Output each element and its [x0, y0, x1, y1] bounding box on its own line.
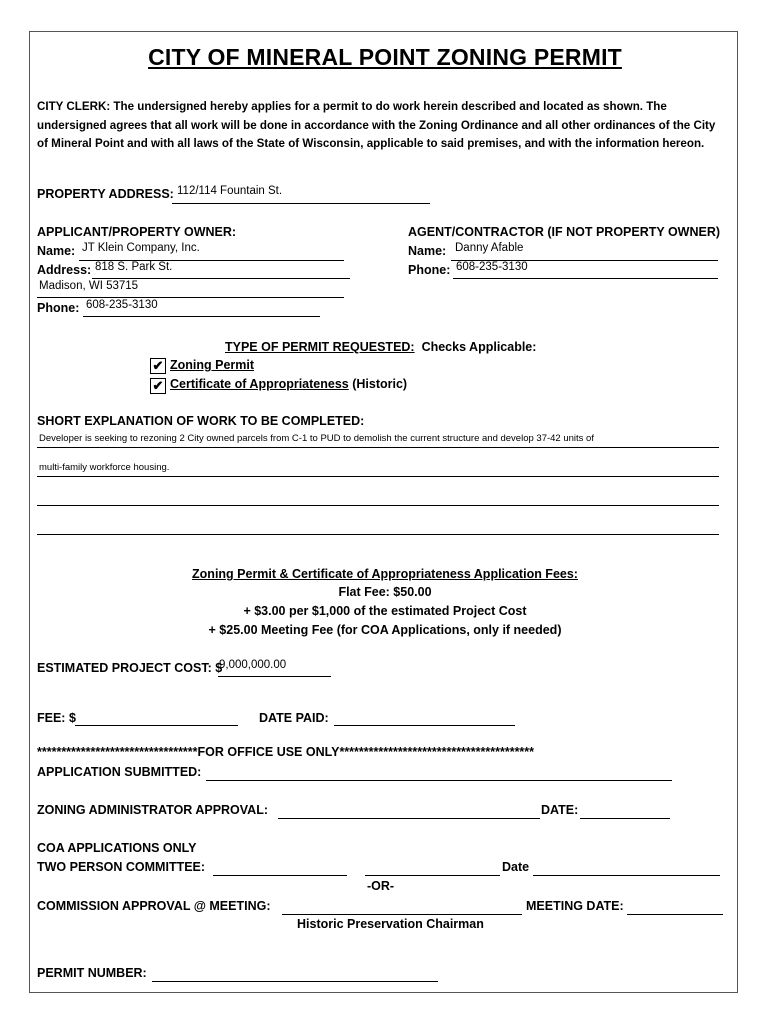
coa-extra: (Historic) [348, 377, 408, 391]
fees-heading: Zoning Permit & Certificate of Appropriateness Application Fees: [192, 567, 578, 581]
applicant-address-line2-value[interactable]: Madison, WI 53715 [39, 280, 139, 292]
explanation-value-2[interactable]: multi-family workforce housing. [39, 462, 170, 473]
applicant-phone-value[interactable]: 608-235-3130 [86, 299, 158, 311]
commission-line[interactable] [282, 914, 522, 915]
agent-heading: AGENT/CONTRACTOR (IF NOT PROPERTY OWNER) [408, 225, 721, 239]
flat-fee: Flat Fee: $50.00 [338, 585, 432, 599]
office-use-banner: *********************************FOR OFFICE USE ONLY**************************************** [37, 745, 535, 759]
applicant-name-value[interactable]: JT Klein Company, Inc. [82, 242, 200, 254]
per-thousand-fee: + $3.00 per $1,000 of the estimated Project Cost [243, 604, 527, 618]
permit-number-label: PERMIT NUMBER: [37, 966, 147, 980]
two-person-date-line[interactable] [533, 875, 720, 876]
applicant-address-label: Address: [37, 263, 92, 277]
applicant-address-line [92, 278, 350, 279]
permit-type-heading: TYPE OF PERMIT REQUESTED: [225, 340, 415, 354]
explanation-line-1 [37, 447, 719, 448]
two-person-date-label: Date [502, 860, 530, 874]
commission-label: COMMISSION APPROVAL @ MEETING: [37, 899, 271, 913]
date-paid-label: DATE PAID: [259, 711, 329, 725]
applicant-address-line2 [37, 297, 344, 298]
estimated-cost-label: ESTIMATED PROJECT COST: $ [37, 661, 223, 675]
fee-line[interactable] [75, 725, 238, 726]
application-submitted-line[interactable] [206, 780, 672, 781]
applicant-phone-line [83, 316, 320, 317]
applicant-name-label: Name: [37, 244, 76, 258]
estimated-cost-line [218, 676, 331, 677]
applicant-phone-label: Phone: [37, 301, 80, 315]
zoning-admin-label: ZONING ADMINISTRATOR APPROVAL: [37, 803, 269, 817]
explanation-heading: SHORT EXPLANATION OF WORK TO BE COMPLETED: [37, 414, 365, 428]
two-person-line-2[interactable] [365, 875, 500, 876]
agent-name-label: Name: [408, 244, 447, 258]
meeting-date-label: MEETING DATE: [526, 899, 624, 913]
two-person-label: TWO PERSON COMMITTEE: [37, 860, 206, 874]
agent-phone-value[interactable]: 608-235-3130 [456, 261, 528, 273]
explanation-line-2 [37, 476, 719, 477]
property-address-value[interactable]: 112/114 Fountain St. [177, 185, 283, 197]
coa-checkbox[interactable]: ✔ [150, 378, 166, 394]
two-person-line-1[interactable] [213, 875, 347, 876]
applicant-heading: APPLICANT/PROPERTY OWNER: [37, 225, 237, 239]
agent-phone-line [453, 278, 718, 279]
estimated-cost-value[interactable]: 9,000,000.00 [219, 659, 287, 671]
form-title: CITY OF MINERAL POINT ZONING PERMIT [148, 44, 622, 70]
zoning-permit-option [170, 358, 254, 372]
application-submitted-label: APPLICATION SUBMITTED: [37, 765, 202, 779]
chairman-label: Historic Preservation Chairman [297, 917, 484, 931]
permit-type-row [225, 340, 536, 354]
applicant-address-value[interactable]: 818 S. Park St. [95, 261, 173, 273]
coa-label: Certificate of Appropriateness [170, 377, 349, 391]
property-address-label: PROPERTY ADDRESS: [37, 187, 174, 201]
property-address-line [172, 203, 430, 204]
zoning-permit-label: Zoning Permit [170, 358, 255, 372]
explanation-line-4[interactable] [37, 534, 719, 535]
date-paid-line[interactable] [334, 725, 515, 726]
agent-name-value[interactable]: Danny Afable [455, 242, 524, 254]
explanation-value-1[interactable]: Developer is seeking to rezoning 2 City owned parcels from C-1 to PUD to demolish the current structure and develop 37-42 units of [39, 433, 594, 444]
zoning-admin-date-line[interactable] [580, 818, 670, 819]
coa-only-label: COA APPLICATIONS ONLY [37, 841, 197, 855]
permit-number-line[interactable] [152, 981, 438, 982]
coa-option [170, 377, 407, 391]
or-label: -OR- [367, 879, 395, 893]
zoning-admin-line[interactable] [278, 818, 540, 819]
agent-phone-label: Phone: [408, 263, 451, 277]
intro-paragraph: CITY CLERK: The undersigned hereby applies for a permit to do work herein described and located as shown. The undersigned agrees that all work will be done in accordance with the Zoning Ordinance and all other ordinances of the City of Mineral Point and with all laws of the State of Wisconsin, applicable to said premises, and with the information hereon. [37, 100, 716, 150]
fee-label: FEE: $ [37, 711, 76, 725]
zoning-admin-date-label: DATE: [541, 803, 579, 817]
meeting-date-line[interactable] [627, 914, 723, 915]
permit-type-suffix: Checks Applicable: [421, 340, 537, 354]
zoning-permit-checkbox[interactable]: ✔ [150, 358, 166, 374]
meeting-fee: + $25.00 Meeting Fee (for COA Applications, only if needed) [208, 623, 562, 637]
explanation-line-3[interactable] [37, 505, 719, 506]
